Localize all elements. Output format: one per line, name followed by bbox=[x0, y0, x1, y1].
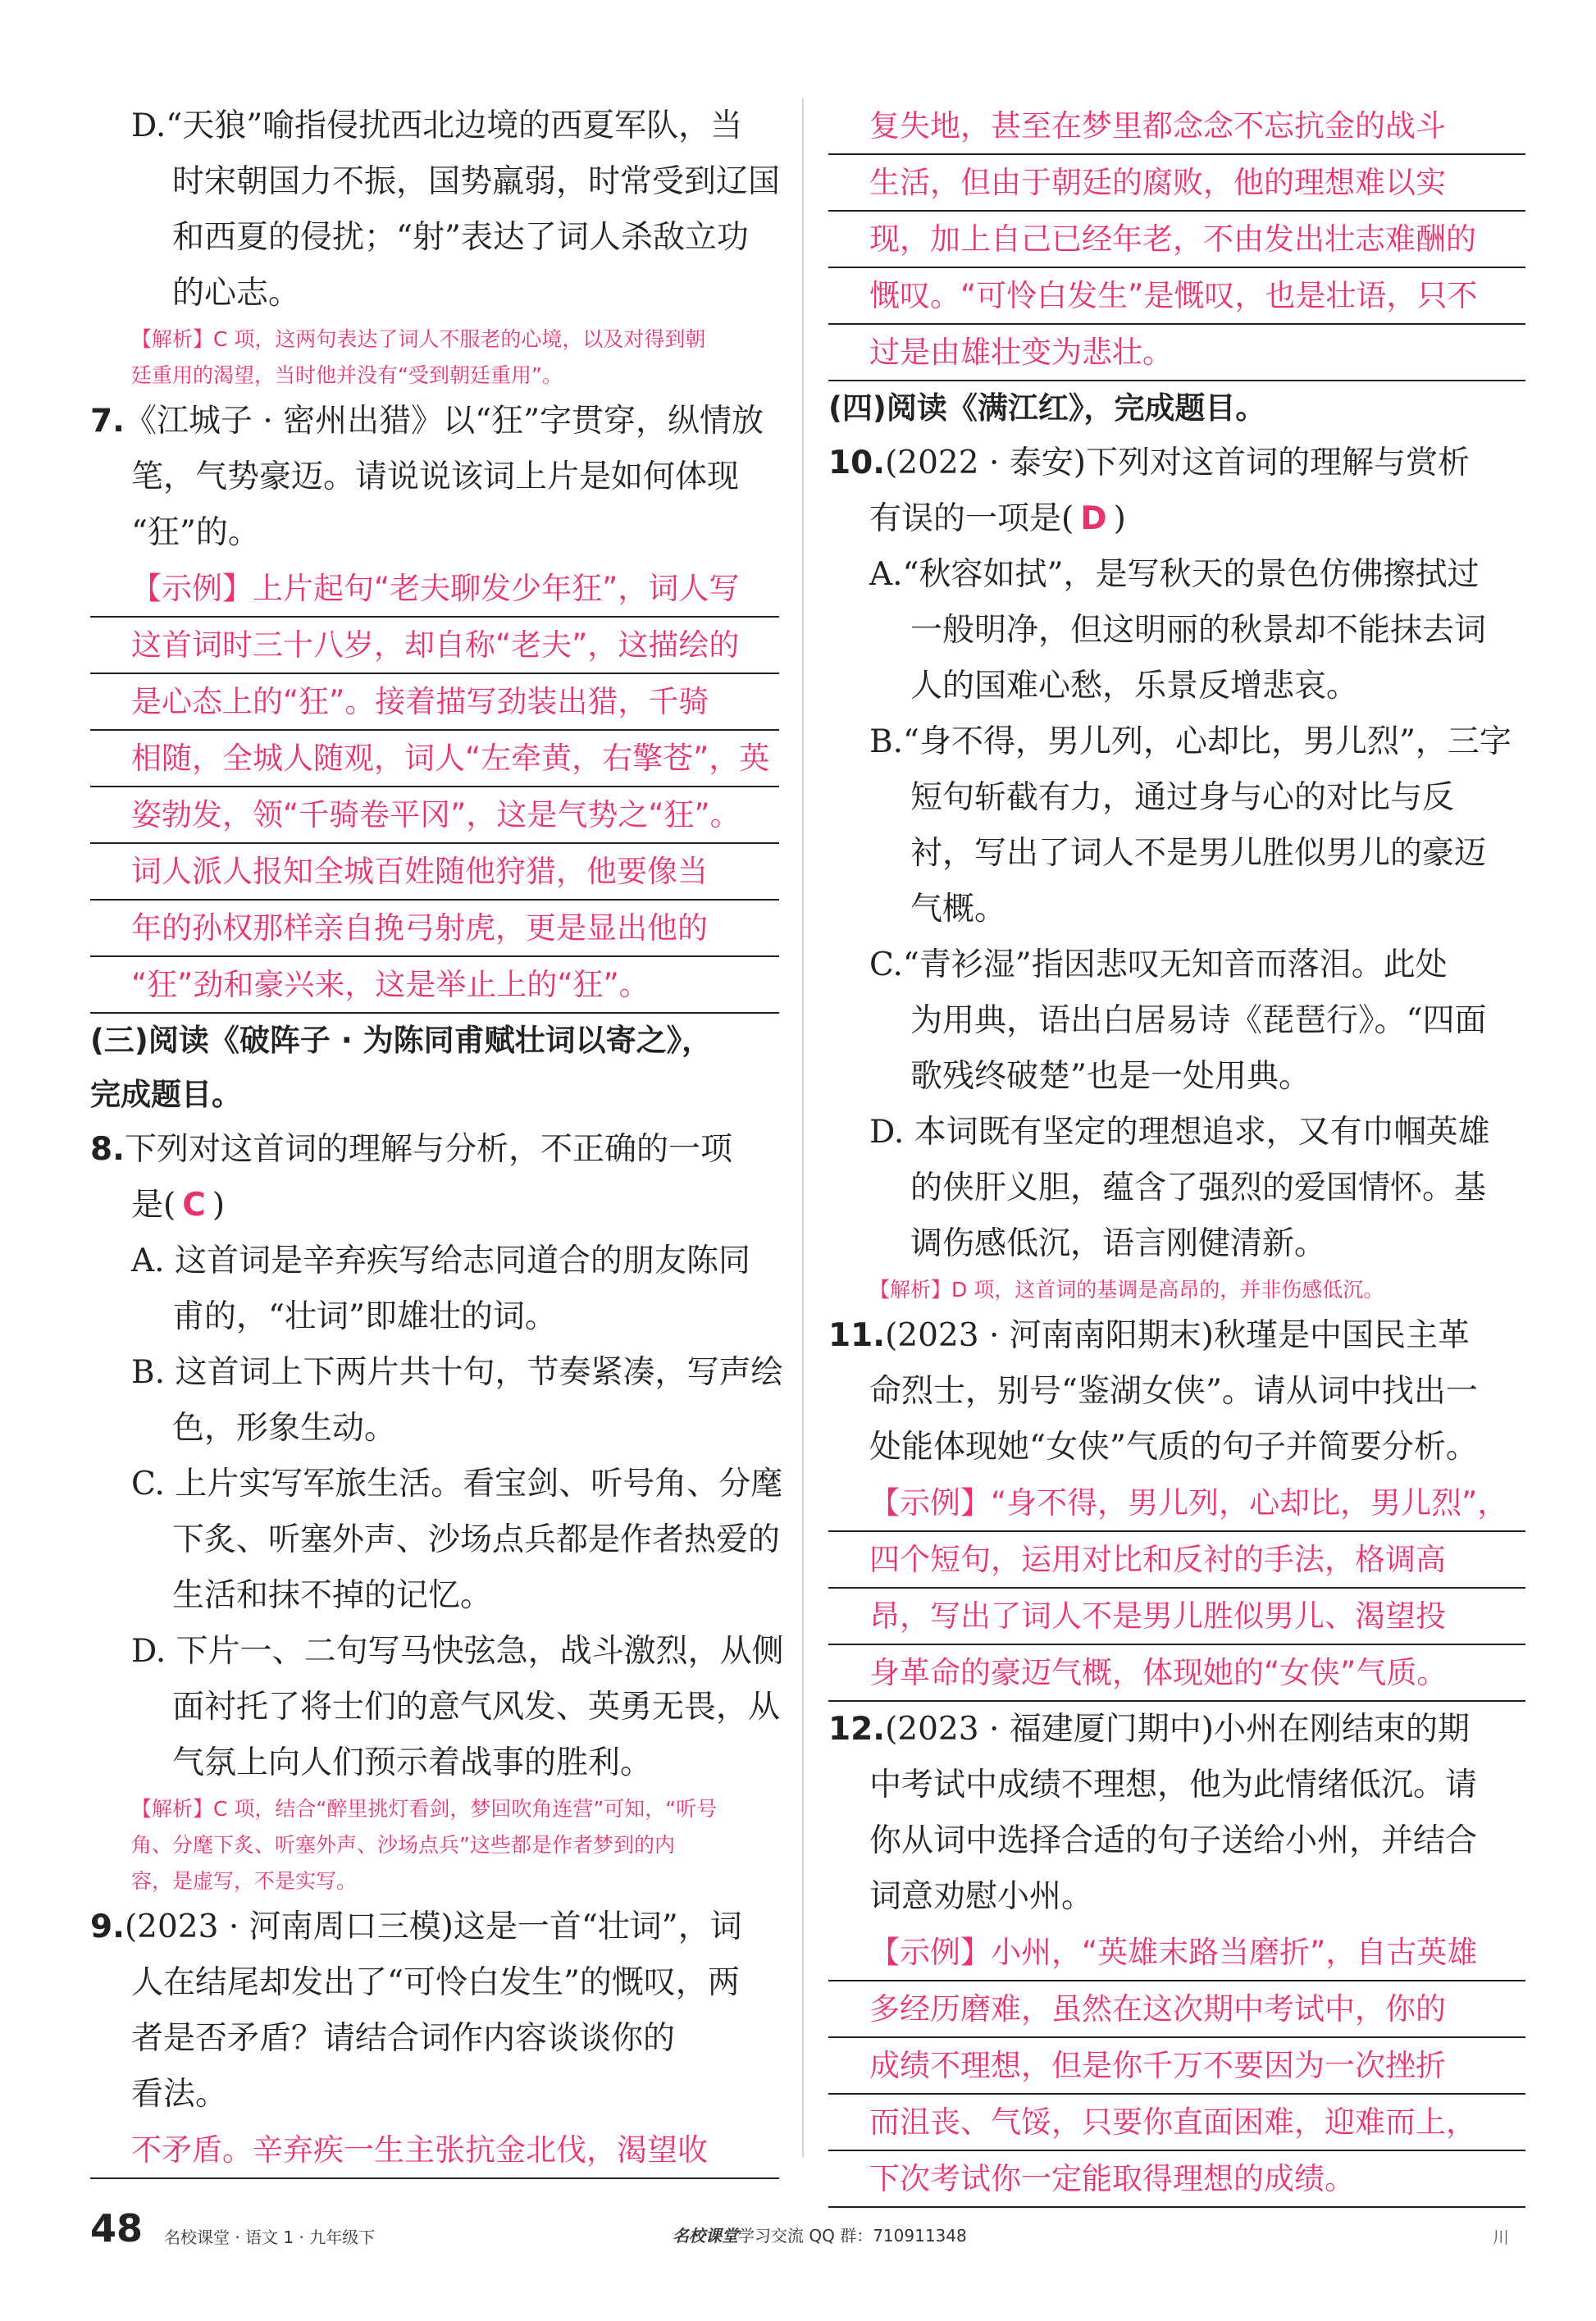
question-number: 8. bbox=[90, 1131, 125, 1168]
text-line: (2023 · 福建厦门期中)小州在刚结束的期 bbox=[885, 1711, 1470, 1748]
answer-line: 是心态上的“狂”。接着描写劲装出猎，千骑 bbox=[90, 674, 779, 731]
text-line: 者是否矛盾？请结合词作内容谈谈你的 bbox=[131, 2020, 676, 2057]
question-number: 11. bbox=[828, 1317, 886, 1354]
text-fragment: 是( bbox=[131, 1187, 176, 1224]
text-line: D.“天狼”喻指侵扰西北边境的西夏军队，当 bbox=[131, 107, 743, 144]
question-8 bbox=[90, 1122, 784, 1899]
option-line: 生活和抹不掉的记忆。 bbox=[172, 1577, 493, 1614]
question-number: 9. bbox=[90, 1908, 125, 1945]
answer-line: 成绩不理想，但是你千万不要因为一次挫折 bbox=[828, 2038, 1525, 2095]
answer-line: 生活，但由于朝廷的腐败，他的理想难以实 bbox=[828, 155, 1525, 212]
answer-line: 【示例】“身不得，男儿列，心却比，男儿烈”， bbox=[828, 1475, 1525, 1532]
right-column bbox=[828, 98, 1525, 2208]
option-line: C. 上片实写军旅生活。看宝剑、听号角、分麾 bbox=[131, 1466, 783, 1502]
answer-line: 这首词时三十八岁，却自称“老夫”，这描绘的 bbox=[90, 618, 779, 674]
option-line: A.“秋容如拭”，是写秋天的景色仿佛擦拭过 bbox=[869, 556, 1480, 593]
text-line: 的心志。 bbox=[172, 275, 301, 312]
section-3-heading bbox=[90, 1014, 779, 1122]
brand-logo: 名校课堂 bbox=[673, 2226, 738, 2246]
q10-analysis-note: 【解析】D 项，这首词的基调是高昂的，并非伤感低沉。 bbox=[869, 1278, 1384, 1302]
text-line: 《江城子 · 密州出猎》以“狂”字贯穿，纵情放 bbox=[124, 403, 764, 440]
answer-choice: C bbox=[182, 1187, 206, 1224]
answer-block bbox=[90, 561, 779, 1014]
text-line: 你从词中选择合适的句子送给小州，并结合 bbox=[869, 1822, 1478, 1859]
q9-answer-continued bbox=[828, 98, 1525, 381]
section-4-heading: (四)阅读《满江红》，完成题目。 bbox=[828, 390, 1266, 426]
answer-line: 年的孙权那样亲自挽弓射虎，更是显出他的 bbox=[90, 901, 779, 957]
text-line: 和西夏的侵扰；“射”表达了词人杀敌立功 bbox=[172, 219, 749, 256]
contact-text: 学习交流 QQ 群：710911348 bbox=[738, 2226, 967, 2246]
page-number: 48 bbox=[90, 2206, 144, 2250]
option-line: 短句斩截有力，通过身与心的对比与反 bbox=[910, 779, 1455, 816]
answer-line: 姿勃发，领“千骑卷平冈”，这是气势之“狂”。 bbox=[90, 787, 779, 844]
page-footer bbox=[0, 2206, 1596, 2272]
answer-line: 复失地，甚至在梦里都念念不忘抗金的战斗 bbox=[828, 98, 1525, 155]
option-line: 气概。 bbox=[910, 891, 1007, 928]
note-line: 角、分麾下炙、听塞外声、沙场点兵”这些都是作者梦到的内 bbox=[131, 1833, 675, 1857]
option-line: 衬，写出了词人不是男儿胜似男儿的豪迈 bbox=[910, 835, 1487, 872]
brand-contact bbox=[673, 2223, 967, 2246]
book-title: 名校课堂 · 语文 1 · 九年级下 bbox=[164, 2228, 376, 2247]
text-line: (2023 · 河南周口三模)这是一首“壮词”，词 bbox=[124, 1908, 742, 1945]
answer-line: 下次考试你一定能取得理想的成绩。 bbox=[828, 2151, 1525, 2208]
answer-block bbox=[828, 1925, 1525, 2208]
question-10 bbox=[828, 435, 1525, 1308]
option-line: 甫的，“壮词”即雄壮的词。 bbox=[172, 1298, 557, 1335]
question-number: 10. bbox=[828, 445, 886, 481]
option-line: 气氛上向人们预示着战事的胜利。 bbox=[172, 1744, 653, 1781]
answer-line: 四个短句，运用对比和反衬的手法，格调高 bbox=[828, 1532, 1525, 1589]
question-11 bbox=[828, 1308, 1525, 1702]
left-column bbox=[90, 98, 784, 2179]
option-line: 调伤感低沉，语言刚健清新。 bbox=[910, 1225, 1327, 1262]
text-line: 人在结尾却发出了“可怜白发生”的慨叹，两 bbox=[131, 1964, 740, 2001]
option-line: D. 下片一、二句写马快弦急，战斗激烈，从侧 bbox=[131, 1633, 784, 1670]
option-line: 歌残终破楚”也是一处用典。 bbox=[910, 1058, 1311, 1095]
option-line: C.“青衫湿”指因悲叹无知音而落泪。此处 bbox=[869, 946, 1448, 983]
answer-line: 昂，写出了词人不是男儿胜似男儿、渴望投 bbox=[828, 1589, 1525, 1645]
region-mark: 川 bbox=[1493, 2228, 1509, 2247]
option-line: 人的国难心愁，乐景反增悲哀。 bbox=[910, 668, 1359, 705]
text-line: 命烈士，别号“鉴湖女侠”。请从词中找出一 bbox=[869, 1373, 1478, 1410]
option-line: 下炙、听塞外声、沙场点兵都是作者热爱的 bbox=[172, 1521, 781, 1558]
answer-line: 过是由雄壮变为悲壮。 bbox=[828, 325, 1525, 381]
answer-line: “狂”劲和豪兴来，这是举止上的“狂”。 bbox=[90, 957, 779, 1014]
answer-line: 不矛盾。辛弃疾一生主张抗金北伐，渴望收 bbox=[90, 2123, 779, 2179]
note-line: 【解析】C 项，这两句表达了词人不服老的心境，以及对得到朝 bbox=[131, 327, 706, 351]
answer-choice: D bbox=[1080, 500, 1107, 537]
text-line: 看法。 bbox=[131, 2076, 228, 2113]
answer-line: 【示例】小州，“英雄末路当磨折”，自古英雄 bbox=[828, 1925, 1525, 1981]
answer-line: 词人派人报知全城百姓随他狩猎，他要像当 bbox=[90, 844, 779, 901]
option-line: D. 本词既有坚定的理想追求，又有巾帼英雄 bbox=[869, 1114, 1490, 1151]
q6-analysis-note bbox=[90, 321, 779, 394]
option-line: 一般明净，但这明丽的秋景却不能抹去词 bbox=[910, 612, 1487, 649]
option-line: A. 这首词是辛弃疾写给志同道合的朋友陈同 bbox=[131, 1243, 750, 1279]
answer-line: 现，加上自己已经年老，不由发出壮志难酬的 bbox=[828, 212, 1525, 268]
note-line: 容，是虚写，不是实写。 bbox=[131, 1869, 358, 1893]
section-heading-line: (三)阅读《破阵子 · 为陈同甫赋壮词以寄之》， bbox=[90, 1023, 713, 1058]
option-line: 面衬托了将士们的意气风发、英勇无畏，从 bbox=[172, 1689, 781, 1726]
answer-line: 而沮丧、气馁，只要你直面困难，迎难而上， bbox=[828, 2095, 1525, 2151]
text-line: 笔，气势豪迈。请说说该词上片是如何体现 bbox=[131, 458, 740, 495]
text-line: 下列对这首词的理解与分析，不正确的一项 bbox=[124, 1131, 732, 1168]
answer-line: 【示例】上片起句“老夫聊发少年狂”，词人写 bbox=[90, 561, 779, 618]
option-line: 的侠肝义胆，蕴含了强烈的爱国情怀。基 bbox=[910, 1170, 1487, 1206]
text-line: 词意劝慰小州。 bbox=[869, 1878, 1094, 1915]
answer-block bbox=[828, 1475, 1525, 1702]
q6-option-d bbox=[90, 98, 779, 321]
text-line: (2022 · 泰安)下列对这首词的理解与赏析 bbox=[885, 445, 1470, 481]
option-line: B.“身不得，男儿列，心却比，男儿烈”，三字 bbox=[869, 723, 1512, 760]
question-number: 12. bbox=[828, 1711, 886, 1748]
q8-analysis-note bbox=[90, 1791, 779, 1899]
text-line: 时宋朝国力不振，国势羸弱，时常受到辽国 bbox=[172, 163, 781, 200]
text-line: (2023 · 河南南阳期末)秋瑾是中国民主革 bbox=[885, 1317, 1470, 1354]
answer-line: 多经历磨难，虽然在这次期中考试中，你的 bbox=[828, 1981, 1525, 2038]
text-line: 中考试中成绩不理想，他为此情绪低沉。请 bbox=[869, 1767, 1478, 1803]
answer-line: 相随，全城人随观，词人“左牵黄，右擎苍”，英 bbox=[90, 731, 779, 787]
option-line: 为用典，语出白居易诗《琵琶行》。“四面 bbox=[910, 1002, 1487, 1039]
section-heading-line: 完成题目。 bbox=[90, 1077, 242, 1112]
text-fragment: ) bbox=[212, 1187, 226, 1224]
question-number: 7. bbox=[90, 403, 125, 440]
text-line: “狂”的。 bbox=[131, 514, 260, 551]
column-divider bbox=[802, 98, 804, 2157]
answer-line: 身革命的豪迈气概，体现她的“女侠”气质。 bbox=[828, 1645, 1525, 1702]
text-line: 处能体现她“女侠”气质的句子并简要分析。 bbox=[869, 1429, 1478, 1466]
question-7 bbox=[90, 394, 779, 1014]
text-fragment: 有误的一项是( bbox=[869, 500, 1074, 537]
answer-line: 慨叹。“可怜白发生”是慨叹，也是壮语，只不 bbox=[828, 268, 1525, 325]
question-12 bbox=[828, 1702, 1525, 2208]
text-fragment: ) bbox=[1113, 500, 1126, 537]
note-line: 【解析】C 项，结合“醉里挑灯看剑，梦回吹角连营”可知，“听号 bbox=[131, 1797, 718, 1821]
note-line: 廷重用的渴望，当时他并没有“受到朝廷重用”。 bbox=[131, 363, 563, 387]
question-9 bbox=[90, 1899, 779, 2179]
option-line: 色，形象生动。 bbox=[172, 1410, 397, 1447]
option-line: B. 这首词上下两片共十句，节奏紧凑，写声绘 bbox=[131, 1354, 783, 1391]
